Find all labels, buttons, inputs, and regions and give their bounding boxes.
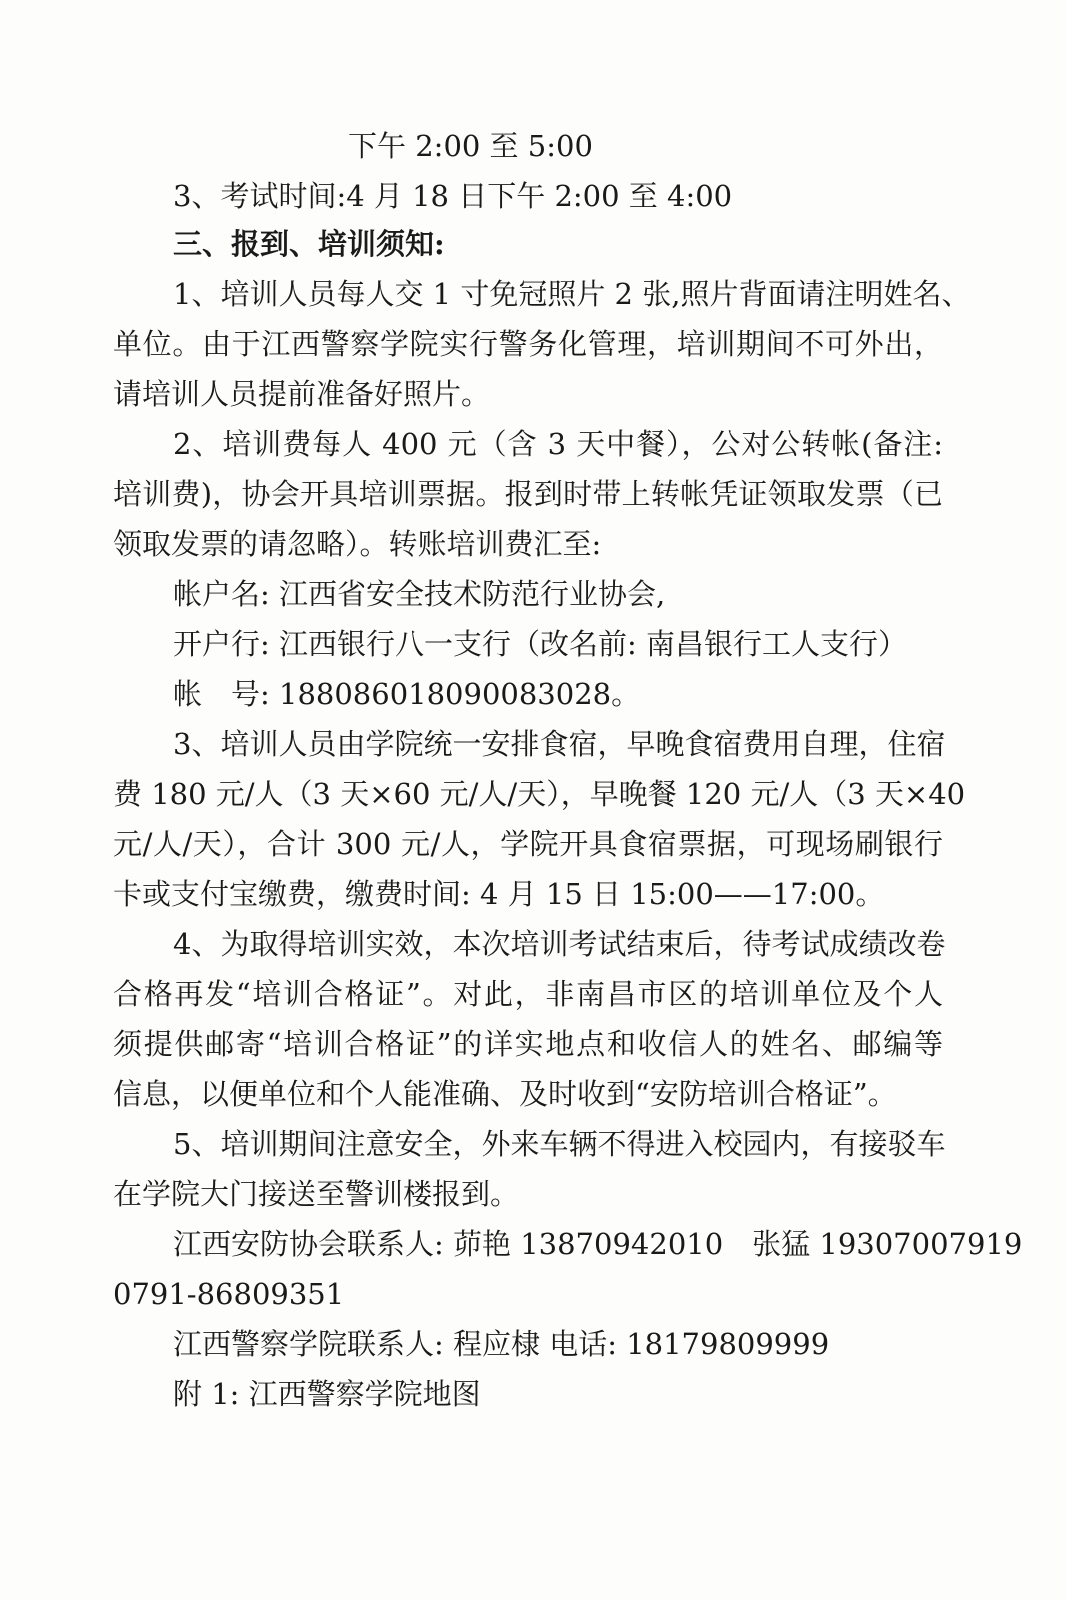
item-1-line-3: 请培训人员提前准备好照片。 <box>113 377 491 411</box>
attachment-map: 附 1: 江西警察学院地图 <box>173 1377 481 1411</box>
item-5-line-1: 5、培训期间注意安全，外来车辆不得进入校园内，有接驳车 <box>173 1127 946 1161</box>
section-heading-registration: 三、报到、培训须知: <box>173 227 445 261</box>
item-2-line-3: 领取发票的请忽略）。转账培训费汇至: <box>113 527 602 561</box>
item-4-line-1: 4、为取得培训实效，本次培训考试结束后，待考试成绩改卷 <box>173 927 946 961</box>
exam-afternoon-time: 下午 2:00 至 5:00 <box>348 129 593 163</box>
association-phone: 0791-86809351 <box>113 1277 345 1311</box>
item-3-line-4: 卡或支付宝缴费，缴费时间: 4 月 15 日 15:00——17:00。 <box>113 877 885 911</box>
item-4-line-4: 信息，以便单位和个人能准确、及时收到“安防培训合格证”。 <box>113 1077 897 1111</box>
item-4-line-2: 合格再发“培训合格证”。对此，非南昌市区的培训单位及个人 <box>113 977 943 1011</box>
item-3-line-1: 3、培训人员由学院统一安排食宿，早晚食宿费用自理，住宿 <box>173 727 946 761</box>
item-3-line-2: 费 180 元/人（3 天×60 元/人/天），早晚餐 120 元/人（3 天×40 <box>113 777 966 811</box>
academy-contact: 江西警察学院联系人: 程应棣 电话: 18179809999 <box>173 1327 830 1361</box>
item-1-line-2: 单位。由于江西警察学院实行警务化管理，培训期间不可外出， <box>113 327 943 361</box>
exam-time: 3、考试时间:4 月 18 日下午 2:00 至 4:00 <box>173 179 733 213</box>
item-2-line-2: 培训费)，协会开具培训票据。报到时带上转帐凭证领取发票（已 <box>113 477 943 511</box>
account-bank: 开户行: 江西银行八一支行（改名前: 南昌银行工人支行） <box>173 627 907 661</box>
item-1-line-1: 1、培训人员每人交 1 寸免冠照片 2 张,照片背面请注明姓名、 <box>173 277 971 311</box>
account-number: 帐 号: 188086018090083028。 <box>173 677 641 711</box>
item-2-line-1: 2、培训费每人 400 元（含 3 天中餐），公对公转帐(备注: <box>173 427 943 461</box>
item-4-line-3: 须提供邮寄“培训合格证”的详实地点和收信人的姓名、邮编等 <box>113 1027 943 1061</box>
association-contacts: 江西安防协会联系人: 茆艳 13870942010 张猛 19307007919 <box>173 1227 1023 1261</box>
account-name: 帐户名: 江西省安全技术防范行业协会, <box>173 577 666 611</box>
item-5-line-2: 在学院大门接送至警训楼报到。 <box>113 1177 520 1211</box>
item-3-line-3: 元/人/天），合计 300 元/人，学院开具食宿票据，可现场刷银行 <box>113 827 943 861</box>
